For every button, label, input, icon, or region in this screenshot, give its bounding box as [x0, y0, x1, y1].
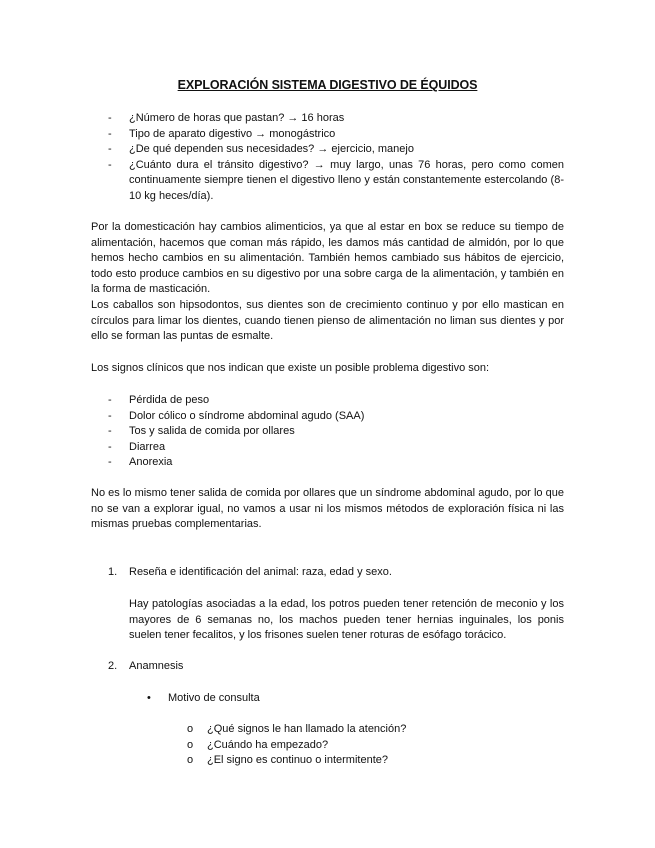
- paragraph-difference: No es lo mismo tener salida de comida por ollares que un síndrome abdominal agudo, por lo que no se van a explorar igual, no vamos a usar ni los mismos métodos de exploración física ni las mismas pruebas complementarias.: [91, 487, 564, 530]
- section-2-label: Anamnesis: [129, 660, 184, 672]
- list-item: - Tos y salida de comida por ollares: [108, 424, 564, 440]
- paragraph-teeth: Los caballos son hipsodontos, sus dientes son de crecimiento continuo y por ello mastican en círculos para limar los dientes, cuando tienen pienso de alimentación no liman sus dientes y por ello se forman las puntas de esmalte.: [91, 299, 564, 342]
- questions-list: [108, 111, 564, 204]
- list-item: - ¿Número de horas que pastan? → 16 horas: [108, 111, 564, 127]
- page-title: EXPLORACIÓN SISTEMA DIGESTIVO DE ÉQUIDOS: [177, 78, 478, 92]
- list-item: o ¿El signo es continuo o intermitente?: [187, 753, 406, 769]
- list-item: o ¿Cuándo ha empezado?: [187, 738, 406, 754]
- bullet-label: Motivo de consulta: [168, 692, 260, 704]
- section-1-number: 1.: [108, 566, 118, 578]
- signs-intro: Los signos clínicos que nos indican que existe un posible problema digestivo son:: [91, 362, 490, 374]
- section-1-text: Hay patologías asociadas a la edad, los potros pueden tener retención de meconio y los mayores de 6 semanas no, los machos pueden tener hernias inguinales, los ponis suelen tener fecalitos, y los frisones suelen tener roturas de esófago torácico.: [129, 598, 564, 641]
- list-item: - Dolor cólico o síndrome abdominal agudo (SAA): [108, 409, 564, 425]
- list-item: - Anorexia: [108, 455, 564, 471]
- signs-list: [108, 393, 564, 471]
- list-item: - Tipo de aparato digestivo → monogástrico: [108, 127, 564, 143]
- section-1-label: Reseña e identificación del animal: raza, edad y sexo.: [129, 566, 392, 578]
- list-item: - ¿De qué dependen sus necesidades? → ejercicio, manejo: [108, 142, 564, 158]
- list-item: - ¿Cuánto dura el tránsito digestivo? → muy largo, unas 76 horas, pero como comen continuamente siempre tienen el digestivo lleno y están constantemente estercolando (8-10 kg heces/día).: [108, 158, 564, 205]
- list-item: - Pérdida de peso: [108, 393, 564, 409]
- section-2-number: 2.: [108, 660, 118, 672]
- consultation-questions: [187, 722, 406, 769]
- list-item: o ¿Qué signos le han llamado la atención?: [187, 722, 406, 738]
- list-item: - Diarrea: [108, 440, 564, 456]
- bullet-icon: •: [147, 692, 151, 704]
- paragraph-domestication: Por la domesticación hay cambios alimenticios, ya que al estar en box se reduce su tiempo de alimentación, hacemos que coman más rápido, les damos más cantidad de almidón, por lo que hemos hecho cambios en su alimentación. También hemos cambiado sus hábitos de ejercicio, todo esto produce cambios en su digestivo por una sobre carga de la alimentación, y también en la forma de masticación.: [91, 221, 564, 295]
